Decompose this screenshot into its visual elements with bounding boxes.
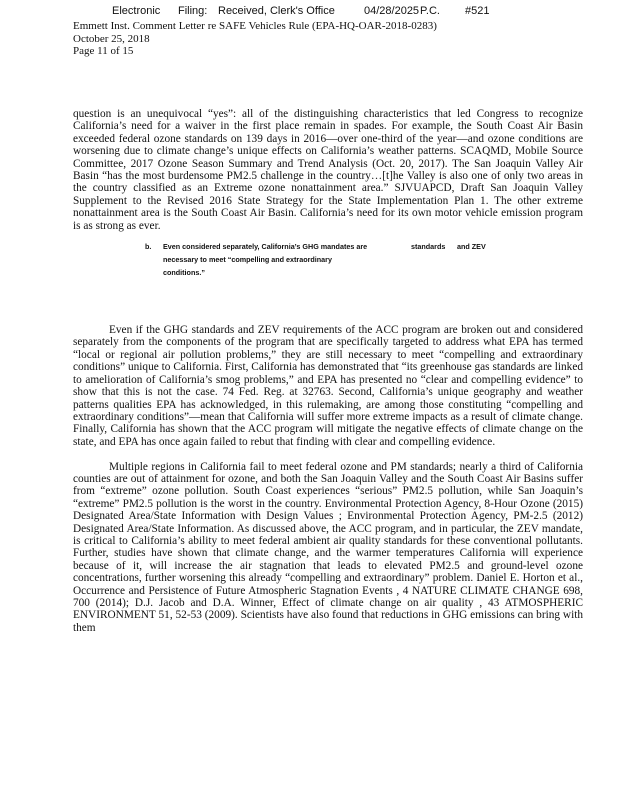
filing-label: Electronic — [112, 5, 161, 17]
subheading-word-zev: and ZEV — [457, 242, 486, 252]
filing-number: #521 — [465, 5, 490, 17]
subheading-text: Even considered separately, California’s GHG mandates are necessary to meet “compelling and extraordinary conditions.” — [163, 242, 368, 278]
paragraph-2: Even if the GHG standards and ZEV requirements of the ACC program are broken out and considered separately from the components of the program that are specifically targeted to address what EPA has termed “local or regional air pollution problems,” they are still necessary to meet “compelling and extraordinary conditions” unique to California. First, California has demonstrated that “its greenhouse gas standards are linked to amelioration of California’s smog problems,” and EPA has presented no “clear and compelling evidence” to show that this is not the case. 74 Fed. Reg. at 32763. Second, California’s unique geography and weather patterns qualities EPA has acknowledged, in this rulemaking, are among those constituting “compelling and extraordinary conditions”—mean that California will suffer more extreme impacts as a result of climate change. Finally, California has shown that the ACC program will mitigate the negative effects of climate change on the state, and EPA has once again failed to rebut that finding with clear and compelling evidence. — [73, 324, 583, 448]
subheading-number: b. — [145, 242, 152, 252]
subheading-word-standards: standards — [411, 242, 446, 252]
header-date: October 25, 2018 — [73, 32, 150, 45]
header-page-number: Page 11 of 15 — [73, 45, 134, 57]
header-title: Emmett Inst. Comment Letter re SAFE Vehicles Rule (EPA-HQ-OAR-2018-0283) — [73, 20, 437, 32]
section-subheading — [73, 240, 583, 324]
paragraph-3: Multiple regions in California fail to meet federal ozone and PM standards; nearly a third of California counties are out of attainment for ozone, and both the San Joaquin Valley and the South Coast Air Basins suffer from “extreme” ozone pollution. South Coast experiences “serious” PM2.5 pollution, while San Joaquin’s “extreme” PM2.5 pollution is the worst in the country. Environmental Protection Agency, 8-Hour Ozone (2015) Designated Area/State Information with Design Values ; Environmental Protection Agency, PM-2.5 (2012) Designated Area/State Information. As discussed above, the ACC program, and in particular, the ZEV mandate, is critical to California’s ability to meet federal ambient air quality standards for these conventional pollutants. Further, studies have shown that climate change, and the warmer temperatures California will experience because of it, will increase the air stagnation that leads to elevated PM2.5 and ground-level ozone concentrations, further worsening this already “compelling and extraordinary” problem. Daniel E. Horton et al., Occurrence and Persistence of Future Atmospheric Stagnation Events , 4 NATURE CLIMATE CHANGE 698, 700 (2014); D.J. Jacob and D.A. Winner, Effect of climate change on air quality , 43 ATMOSPHERIC ENVIRONMENT 51, 52-53 (2009). Scientists have also found that reductions in GHG emissions can bring with them — [73, 460, 583, 634]
received-clerk-office: Received, Clerk's Office — [218, 5, 335, 17]
filing-date: 04/28/2025 — [364, 5, 420, 17]
paragraph-spacer — [73, 448, 583, 460]
document-header — [73, 20, 437, 58]
document-body — [73, 108, 583, 634]
filing-stamp-bar — [0, 5, 618, 21]
paragraph-1: question is an unequivocal “yes”: all of the distinguishing characteristics that led Congress to recognize California’s need for a waiver in the first place remain in spades. For example, the South Coast Air Basin exceeded federal ozone standards on 139 days in 2016—over one-third of the year—and ozone conditions are worsening due to climate change’s unique effects on California’s weather patterns. SCAQMD, Mobile Source Committee, 2017 Ozone Season Summary and Trend Analysis (Oct. 20, 2017). The San Joaquin Valley Air Basin “has the most burdensome PM2.5 challenge in the country…[t]he Valley is also one of only two areas in the country classified as an Extreme ozone nonattainment area.” SJVUAPCD, Draft San Joaquin Valley Supplement to the Revised 2016 State Strategy for the State Implementation Plan 1. The other extreme nonattainment area is the South Coast Air Basin. California’s need for its own motor vehicle emission program is as strong as ever. — [73, 108, 583, 232]
filing-word: Filing: — [178, 5, 208, 17]
filing-pc: P.C. — [420, 5, 440, 17]
